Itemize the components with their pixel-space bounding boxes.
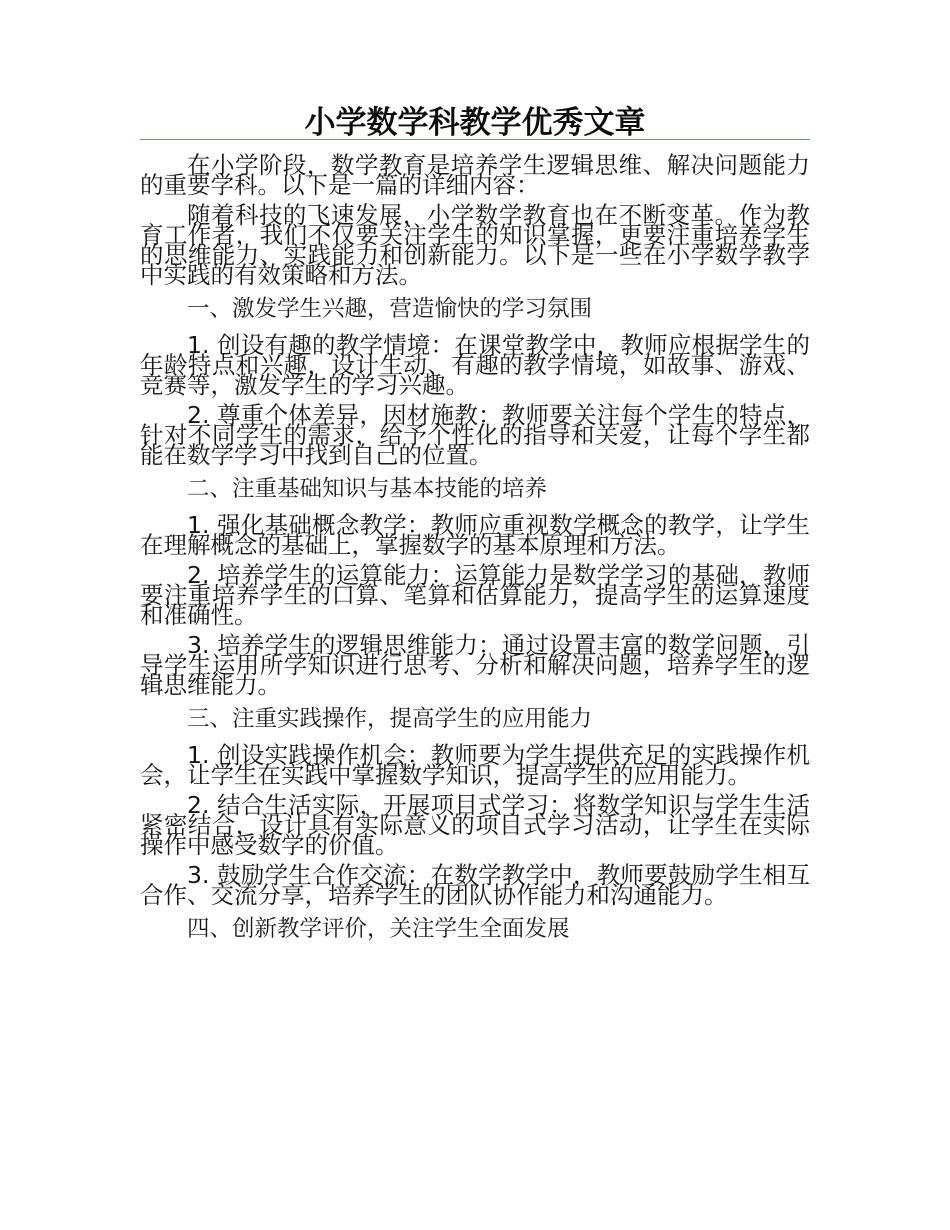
paragraph-2-1: 1. 强化基础概念教学：教师应重视数学概念的教学，让学生在理解概念的基础上，掌握数学的基本原理和方法。 [140, 511, 810, 559]
paragraph-3-2: 2. 结合生活实际，开展项目式学习：将数学知识与学生生活紧密结合，设计具有实际意义的项目式学习活动，让学生在实际操作中感受数学的价值。 [140, 791, 810, 859]
paragraph-3-1: 1. 创设实践操作机会：教师要为学生提供充足的实践操作机会，让学生在实践中掌握数学知识，提高学生的应用能力。 [140, 741, 810, 789]
paragraph-2-3: 3. 培养学生的逻辑思维能力：通过设置丰富的数学问题，引导学生运用所学知识进行思考、分析和解决问题，培养学生的逻辑思维能力。 [140, 631, 810, 699]
section-heading-2: 二、注重基础知识与基本技能的培养 [187, 476, 548, 502]
document-title: 小学数学科教学优秀文章 [304, 105, 646, 141]
paragraph-intro: 在小学阶段，数学教育是培养学生逻辑思维、解决问题能力的重要学科。以下是一篇的详细内容： [140, 151, 810, 199]
section-heading-3: 三、注重实践操作，提高学生的应用能力 [187, 706, 593, 732]
section-heading-4: 四、创新教学评价，关注学生全面发展 [187, 916, 570, 942]
paragraph-1-1: 1. 创设有趣的教学情境：在课堂教学中，教师应根据学生的年龄特点和兴趣，设计生动、有趣的教学情境，如故事、游戏、竞赛等，激发学生的学习兴趣。 [140, 331, 810, 399]
section-heading-1: 一、激发学生兴趣，营造愉快的学习氛围 [187, 296, 593, 322]
paragraph-background: 随着科技的飞速发展，小学数学教育也在不断变革。作为教育工作者，我们不仅要关注学生的知识掌握，更要注重培养学生的思维能力、实践能力和创新能力。以下是一些在小学数学教学中实践的有效策略和方法。 [140, 201, 810, 289]
paragraph-3-3: 3. 鼓励学生合作交流：在数学教学中，教师要鼓励学生相互合作、交流分享，培养学生的团队协作能力和沟通能力。 [140, 861, 810, 909]
document-body [140, 151, 810, 955]
title-underline [140, 139, 810, 140]
paragraph-1-2: 2. 尊重个体差异，因材施教：教师要关注每个学生的特点，针对不同学生的需求，给予个性化的指导和关爱，让每个学生都能在数学学习中找到自己的位置。 [140, 401, 810, 469]
paragraph-2-2: 2. 培养学生的运算能力：运算能力是数学学习的基础，教师要注重培养学生的口算、笔算和估算能力，提高学生的运算速度和准确性。 [140, 561, 810, 629]
